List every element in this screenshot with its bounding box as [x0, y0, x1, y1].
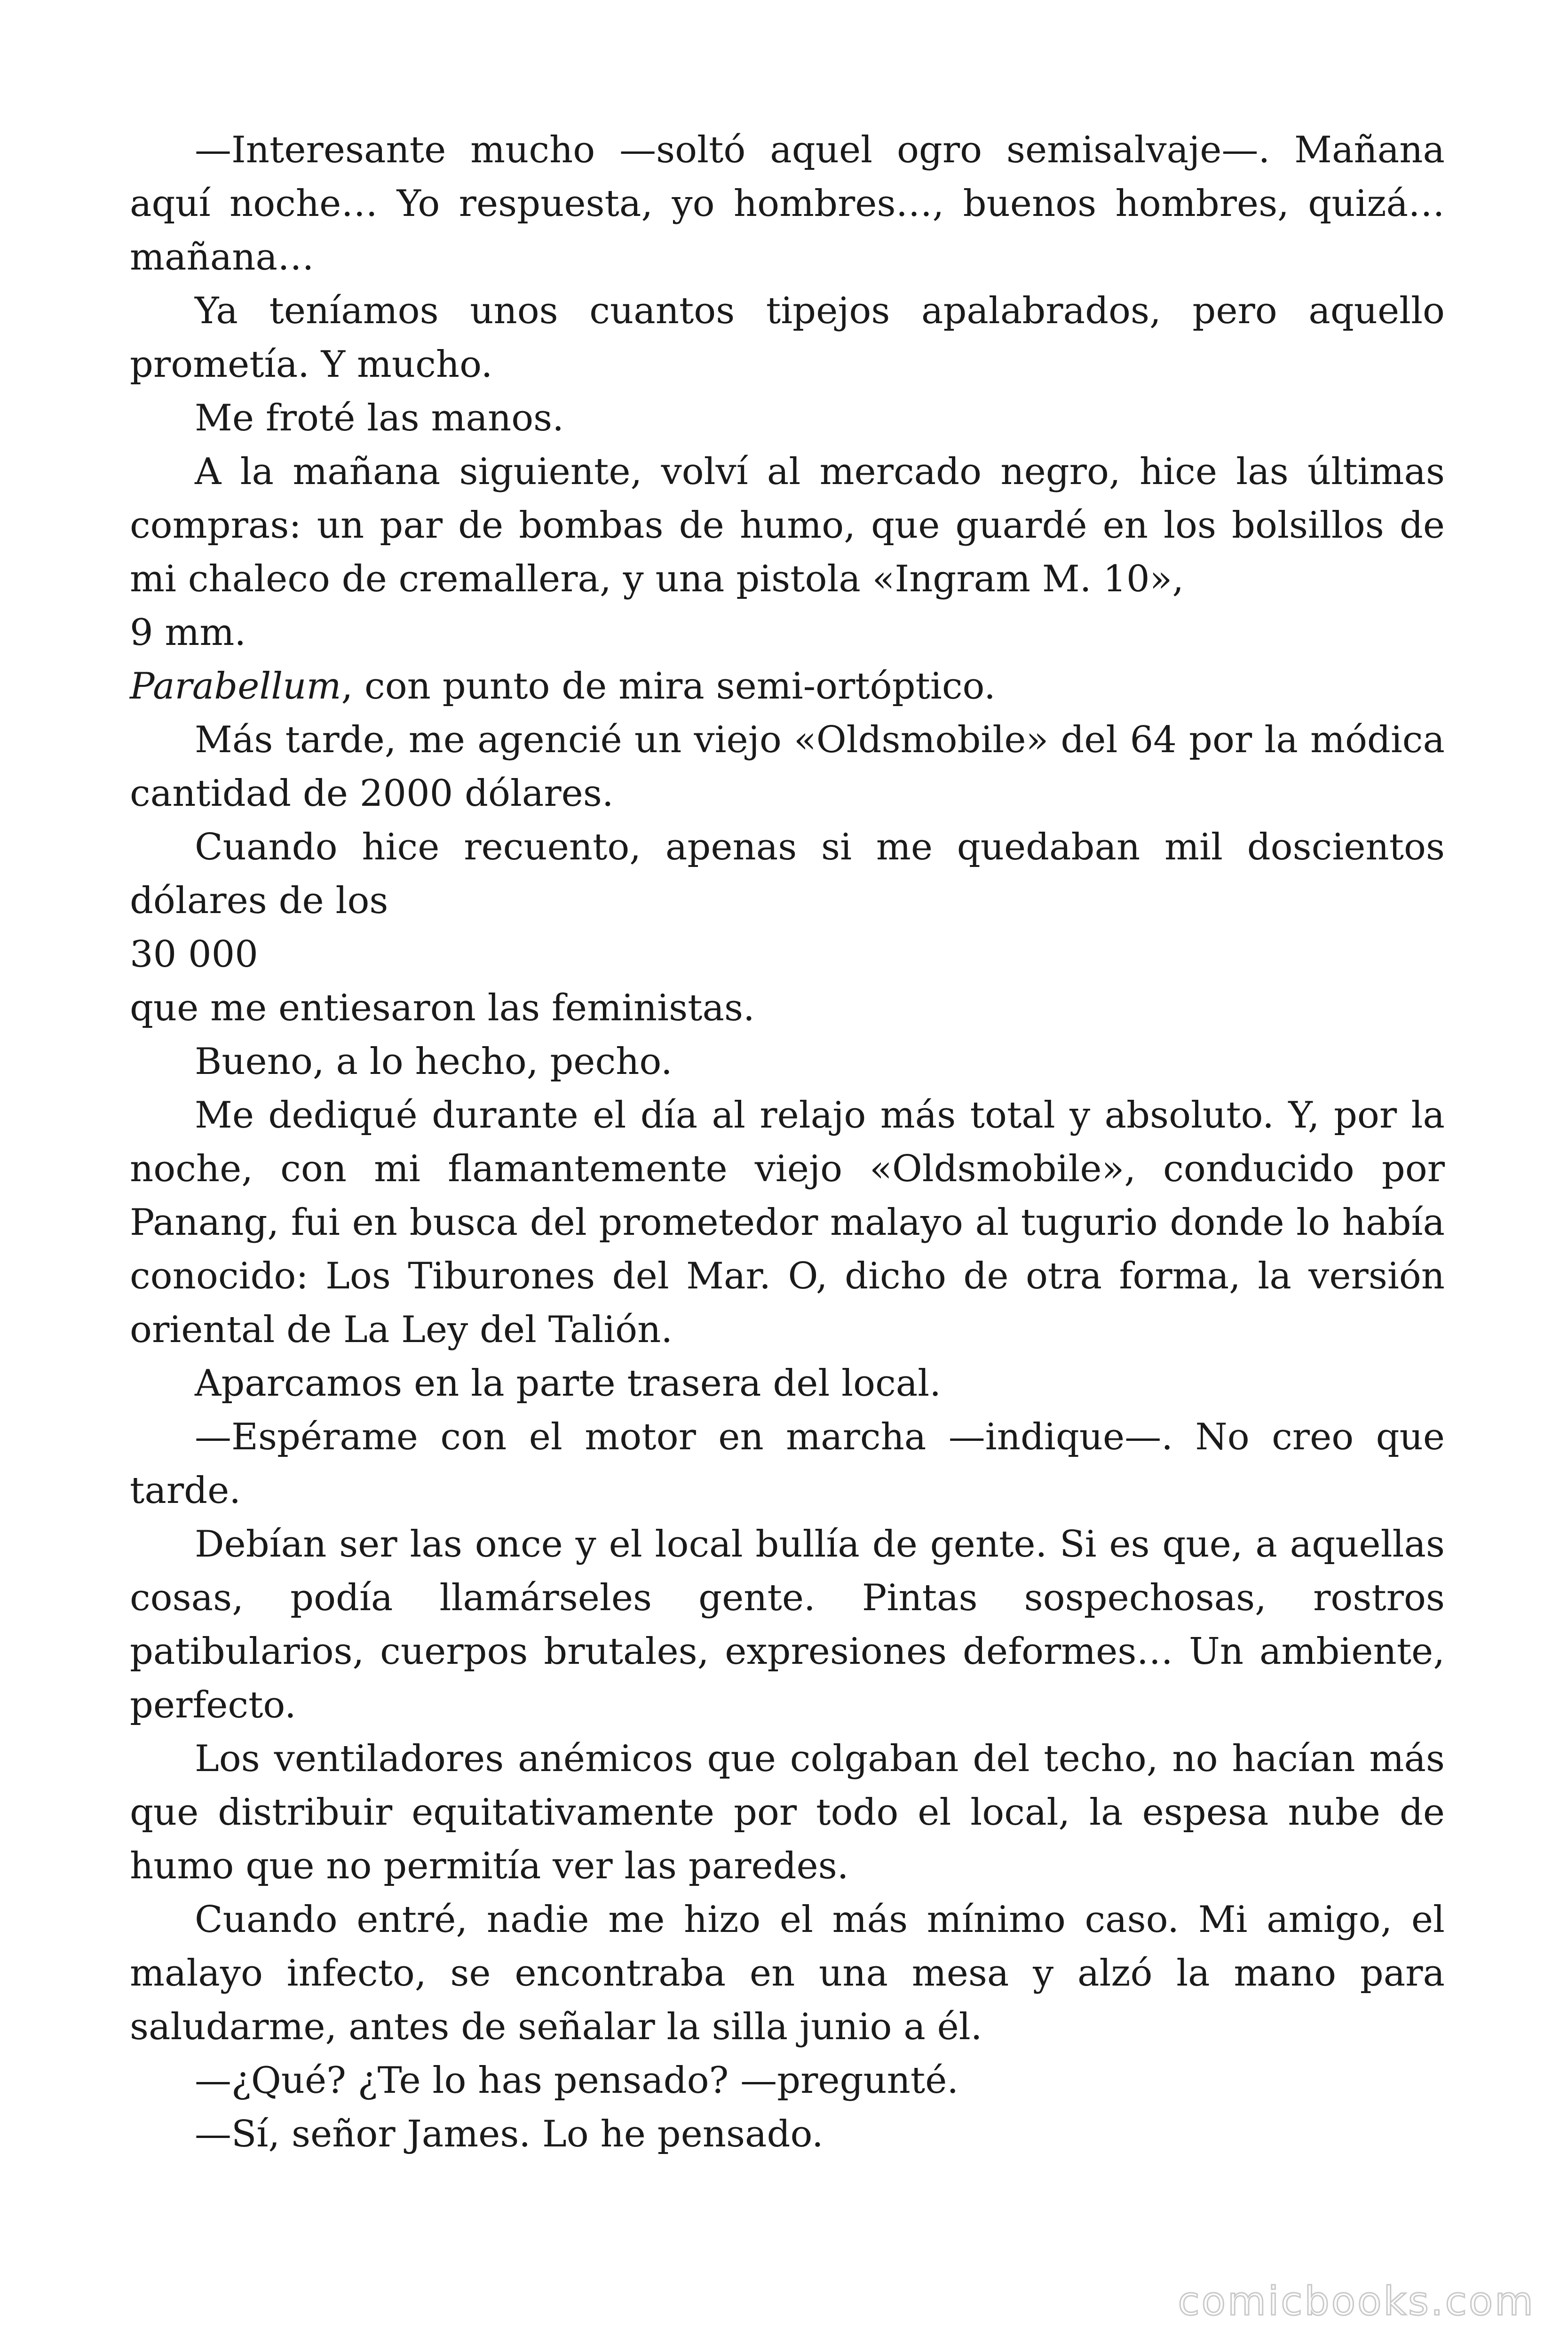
- paragraph-3: Me froté las manos.: [195, 397, 564, 439]
- paragraph-6: [130, 660, 1445, 713]
- paragraph-2: Ya teníamos unos cuantos tipejos apalabrados, pero aquello prometía. Y mucho.: [130, 290, 1445, 386]
- paragraph-16: Los ventiladores anémicos que colgaban del techo, no hacían más que distribuir equitativamente por todo el local, la espesa nube de humo que no permitía ver las paredes.: [130, 1738, 1445, 1887]
- paragraph-6-text: , con punto de mira semi-ortóptico.: [341, 665, 996, 707]
- paragraph-17: Cuando entré, nadie me hizo el más mínimo caso. Mi amigo, el malayo infecto, se encontraba en una mesa y alzó la mano para saludarme, antes de señalar la silla junio a él.: [130, 1899, 1445, 2048]
- paragraph-5: 9 mm.: [130, 612, 246, 654]
- italic-word: Parabellum: [130, 665, 341, 707]
- paragraph-15: Debían ser las once y el local bullía de gente. Si es que, a aquellas cosas, podía llamárseles gente. Pintas sospechosas, rostros patibularios, cuerpos brutales, expresiones deformes… Un ambiente, perfecto.: [130, 1523, 1445, 1726]
- paragraph-9: 30 000: [130, 933, 258, 976]
- paragraph-11: Bueno, a lo hecho, pecho.: [195, 1041, 673, 1083]
- watermark: comicbooks.com: [1178, 2278, 1535, 2324]
- paragraph-4: A la mañana siguiente, volví al mercado negro, hice las últimas compras: un par de bombas de humo, que guardé en los bolsillos de mi chaleco de cremallera, y una pistola «Ingram M. 10»,: [130, 451, 1445, 600]
- page-body: [130, 123, 1445, 2161]
- paragraph-12: Me dediqué durante el día al relajo más total y absoluto. Y, por la noche, con mi flamantemente viejo «Oldsmobile», conducido por Panang, fui en busca del prometedor malayo al tugurio donde lo había conocido: Los Tiburones del Mar. O, dicho de otra forma, la versión oriental de La Ley del Talión.: [130, 1094, 1445, 1351]
- paragraph-1: —Interesante mucho —soltó aquel ogro semisalvaje—. Mañana aquí noche… Yo respuesta, yo hombres…, buenos hombres, quizá… mañana…: [130, 129, 1445, 278]
- paragraph-8: Cuando hice recuento, apenas si me quedaban mil doscientos dólares de los: [130, 826, 1445, 922]
- paragraph-13: Aparcamos en la parte trasera del local.: [195, 1362, 942, 1405]
- paragraph-19: —Sí, señor James. Lo he pensado.: [195, 2113, 824, 2155]
- paragraph-14: —Espérame con el motor en marcha —indique—. No creo que tarde.: [130, 1416, 1445, 1512]
- paragraph-10: que me entiesaron las feministas.: [130, 987, 755, 1029]
- paragraph-7: Más tarde, me agencié un viejo «Oldsmobile» del 64 por la módica cantidad de 2000 dólares.: [130, 719, 1445, 815]
- paragraph-18: —¿Qué? ¿Te lo has pensado? —pregunté.: [195, 2059, 959, 2102]
